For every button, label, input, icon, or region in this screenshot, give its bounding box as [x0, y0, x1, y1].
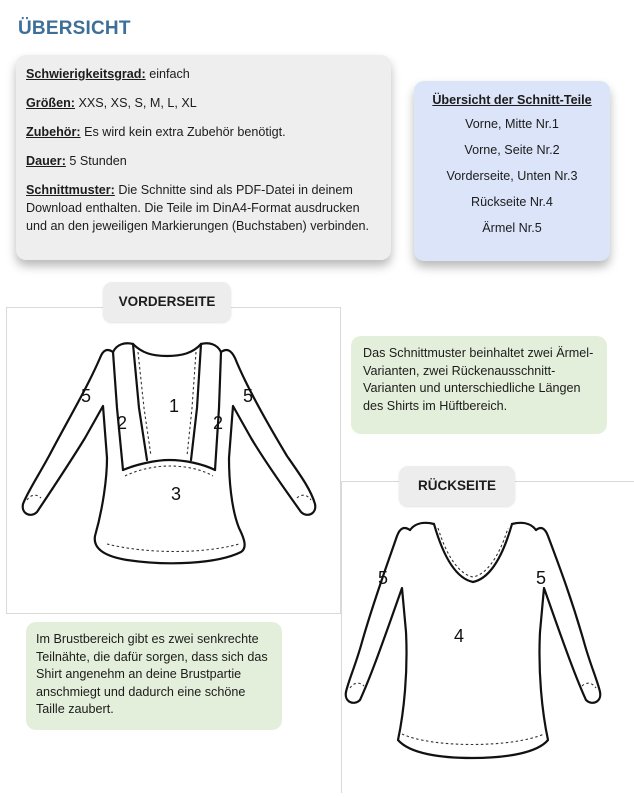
front-number-left-sleeve: 5 — [81, 386, 92, 406]
pattern-row — [26, 181, 381, 235]
front-label: VORDERSEITE — [103, 282, 231, 322]
front-number-right-sleeve: 5 — [243, 386, 254, 406]
sizes-label: Größen: — [26, 96, 75, 110]
accessories-label: Zubehör: — [26, 125, 81, 139]
sizes-row — [26, 94, 381, 112]
back-number-right-sleeve: 5 — [536, 568, 547, 588]
back-number-left-sleeve: 5 — [378, 568, 389, 588]
accessories-row — [26, 123, 381, 141]
variants-note: Das Schnittmuster beinhaltet zwei Ärmel-Varianten, zwei Rückenausschnitt-Varianten und unterschiedliche Längen des Shirts im Hüftbereich. — [351, 336, 607, 434]
parts-heading: Übersicht der Schnitt-Teile — [432, 93, 592, 107]
front-number-right-side: 2 — [213, 413, 224, 433]
back-label: RÜCKSEITE — [399, 466, 515, 506]
part-item: Ärmel Nr.5 — [482, 221, 542, 235]
part-item: Vorderseite, Unten Nr.3 — [446, 169, 578, 183]
front-number-bottom: 3 — [171, 484, 182, 504]
difficulty-row — [26, 65, 381, 83]
difficulty-value: einfach — [149, 67, 190, 81]
part-item: Vorne, Seite Nr.2 — [464, 143, 560, 157]
duration-label: Dauer: — [26, 154, 66, 168]
duration-value: 5 Stunden — [69, 154, 127, 168]
sizes-value: XXS, XS, S, M, L, XL — [78, 96, 197, 110]
accessories-value: Es wird kein extra Zubehör benötigt. — [84, 125, 286, 139]
part-item: Rückseite Nr.4 — [471, 195, 553, 209]
info-card — [16, 55, 391, 260]
front-number-left-side: 2 — [117, 413, 128, 433]
back-shirt-illustration — [342, 482, 634, 793]
pattern-value: Die Schnitte sind als PDF-Datei in deinem Download enthalten. Die Teile im DinA4-Format ausdrucken und an den jeweiligen Markierungen (Buchstaben) verbinden. — [26, 183, 370, 233]
pattern-label: Schnittmuster: — [26, 183, 115, 197]
part-item: Vorne, Mitte Nr.1 — [465, 117, 559, 131]
bust-note: Im Brustbereich gibt es zwei senkrechte Teilnähte, die dafür sorgen, dass sich das Shirt angenehm an deine Brustpartie anschmiegt und dadurch eine schöne Taille zaubert. — [26, 622, 282, 730]
front-shirt-illustration — [7, 308, 340, 613]
difficulty-label: Schwierigkeitsgrad: — [26, 67, 146, 81]
duration-row — [26, 152, 381, 170]
back-number-body: 4 — [454, 626, 465, 646]
front-number-center: 1 — [169, 396, 180, 416]
front-drawing-frame — [6, 307, 341, 614]
parts-overview-card — [414, 81, 610, 261]
back-drawing-frame — [341, 481, 634, 793]
page-title: ÜBERSICHT — [18, 18, 131, 39]
